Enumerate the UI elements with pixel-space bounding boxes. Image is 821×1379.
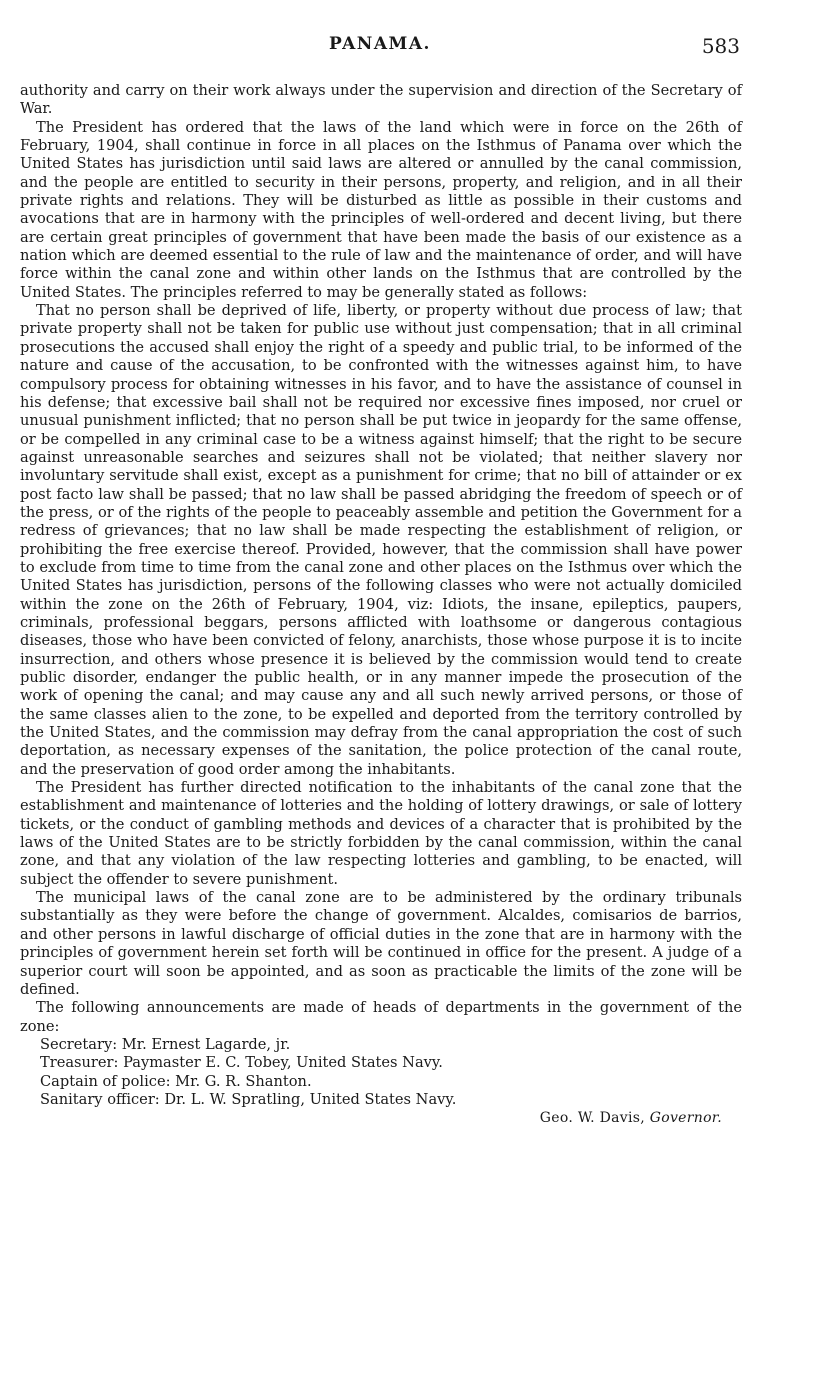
officer-entry: Sanitary officer: Dr. L. W. Spratling, United States Navy.: [40, 1090, 457, 1108]
paragraph: The following announcements are made of heads of departments in the government of the zone:: [20, 999, 742, 1035]
paragraph: The municipal laws of the canal zone are to be administered by the ordinary tribunals substantially as they were before the change of government. Alcaldes, comisarios de barrios, and other persons in lawful discharge of official duties in the zone that are in harmony with the principles of government herein set forth will be continued in office for the present. A judge of a superior court will soon be appointed, and as soon as practicable the limits of the zone will be defined.: [20, 889, 742, 998]
body-text: [20, 82, 742, 1128]
running-head: PANAMA.: [329, 34, 431, 54]
officer-list: [40, 1036, 742, 1109]
officer-entry: Secretary: Mr. Ernest Lagarde, jr.: [40, 1035, 291, 1053]
paragraph: The President has ordered that the laws of the land which were in force on the 26th of February, 1904, shall continue in force in all places on the Isthmus of Panama over which the United States has jurisdiction until said laws are altered or annulled by the canal commission, and the people are entitled to security in their persons, property, and religion, and in all their private rights and relations. They will be disturbed as little as possible in their customs and avocations that are in harmony with the principles of well-ordered and decent living, but there are certain great principles of government that have been made the basis of our existence as a nation which are deemed essential to the rule of law and the maintenance of order, and will have force within the canal zone and within other lands on the Isthmus that are controlled by the United States. The principles referred to may be generally stated as follows:: [20, 118, 742, 301]
signature: [20, 1109, 722, 1127]
officer-entry: Treasurer: Paymaster E. C. Tobey, United States Navy.: [40, 1054, 443, 1072]
officer-entry: Captain of police: Mr. G. R. Shanton.: [40, 1072, 312, 1090]
signature-name: Geo. W. Davis,: [539, 1110, 645, 1127]
page-number: 583: [701, 34, 740, 58]
page-header: [20, 34, 740, 60]
paragraph: The President has further directed notification to the inhabitants of the canal zone that the establishment and maintenance of lotteries and the holding of lottery drawings, or sale of lottery tickets, or the conduct of gambling methods and devices of a character that is prohibited by the laws of the United States are to be strictly forbidden by the canal commission, within the canal zone, and that any violation of the law respecting lotteries and gambling, to be enacted, will subject the offender to severe punishment.: [20, 779, 742, 888]
paragraph: authority and carry on their work always under the supervision and direction of the Secretary of War.: [20, 82, 742, 118]
signature-title: Governor.: [649, 1110, 722, 1127]
paragraph: That no person shall be deprived of life, liberty, or property without due process of law; that private property shall not be taken for public use without just compensation; that in all criminal prosecutions the accused shall enjoy the right of a speedy and public trial, to be informed of the nature and cause of the accusation, to be confronted with the witnesses against him, to have compulsory process for obtaining witnesses in his favor, and to have the assistance of counsel in his defense; that excessive bail shall not be required nor excessive fines imposed, nor cruel or unusual punishment inflicted; that no person shall be put twice in jeopardy for the same offense, or be compelled in any criminal case to be a witness against himself; that the right to be secure against unreasonable searches and seizures shall not be violated; that neither slavery nor involuntary servitude shall exist, except as a punishment for crime; that no bill of attainder or ex post facto law shall be passed; that no law shall be passed abridging the freedom of speech or of the press, or of the rights of the people to peaceably assemble and petition the Government for a redress of grievances; that no law shall be made respecting the establishment of religion, or prohibiting the free exercise thereof. Provided, however, that the commission shall have power to exclude from time to time from the canal zone and other places on the Isthmus over which the United States has jurisdiction, persons of the following classes who were not actually domiciled within the zone on the 26th of February, 1904, viz: Idiots, the insane, epileptics, paupers, criminals, professional beggars, persons afflicted with loathsome or dangerous contagious diseases, those who have been convicted of felony, anarchists, those whose purpose it is to incite insurrection, and others whose presence it is believed by the commission would tend to create public disorder, endanger the public health, or in any manner impede the prosecution of the work of opening the canal; and may cause any and all such newly arrived persons, or those of the same classes alien to the zone, to be expelled and deported from the territory controlled by the United States, and the commission may defray from the canal appropriation the cost of such deportation, as necessary expenses of the sanitation, the police protection of the canal route, and the preservation of good order among the inhabitants.: [20, 302, 742, 778]
